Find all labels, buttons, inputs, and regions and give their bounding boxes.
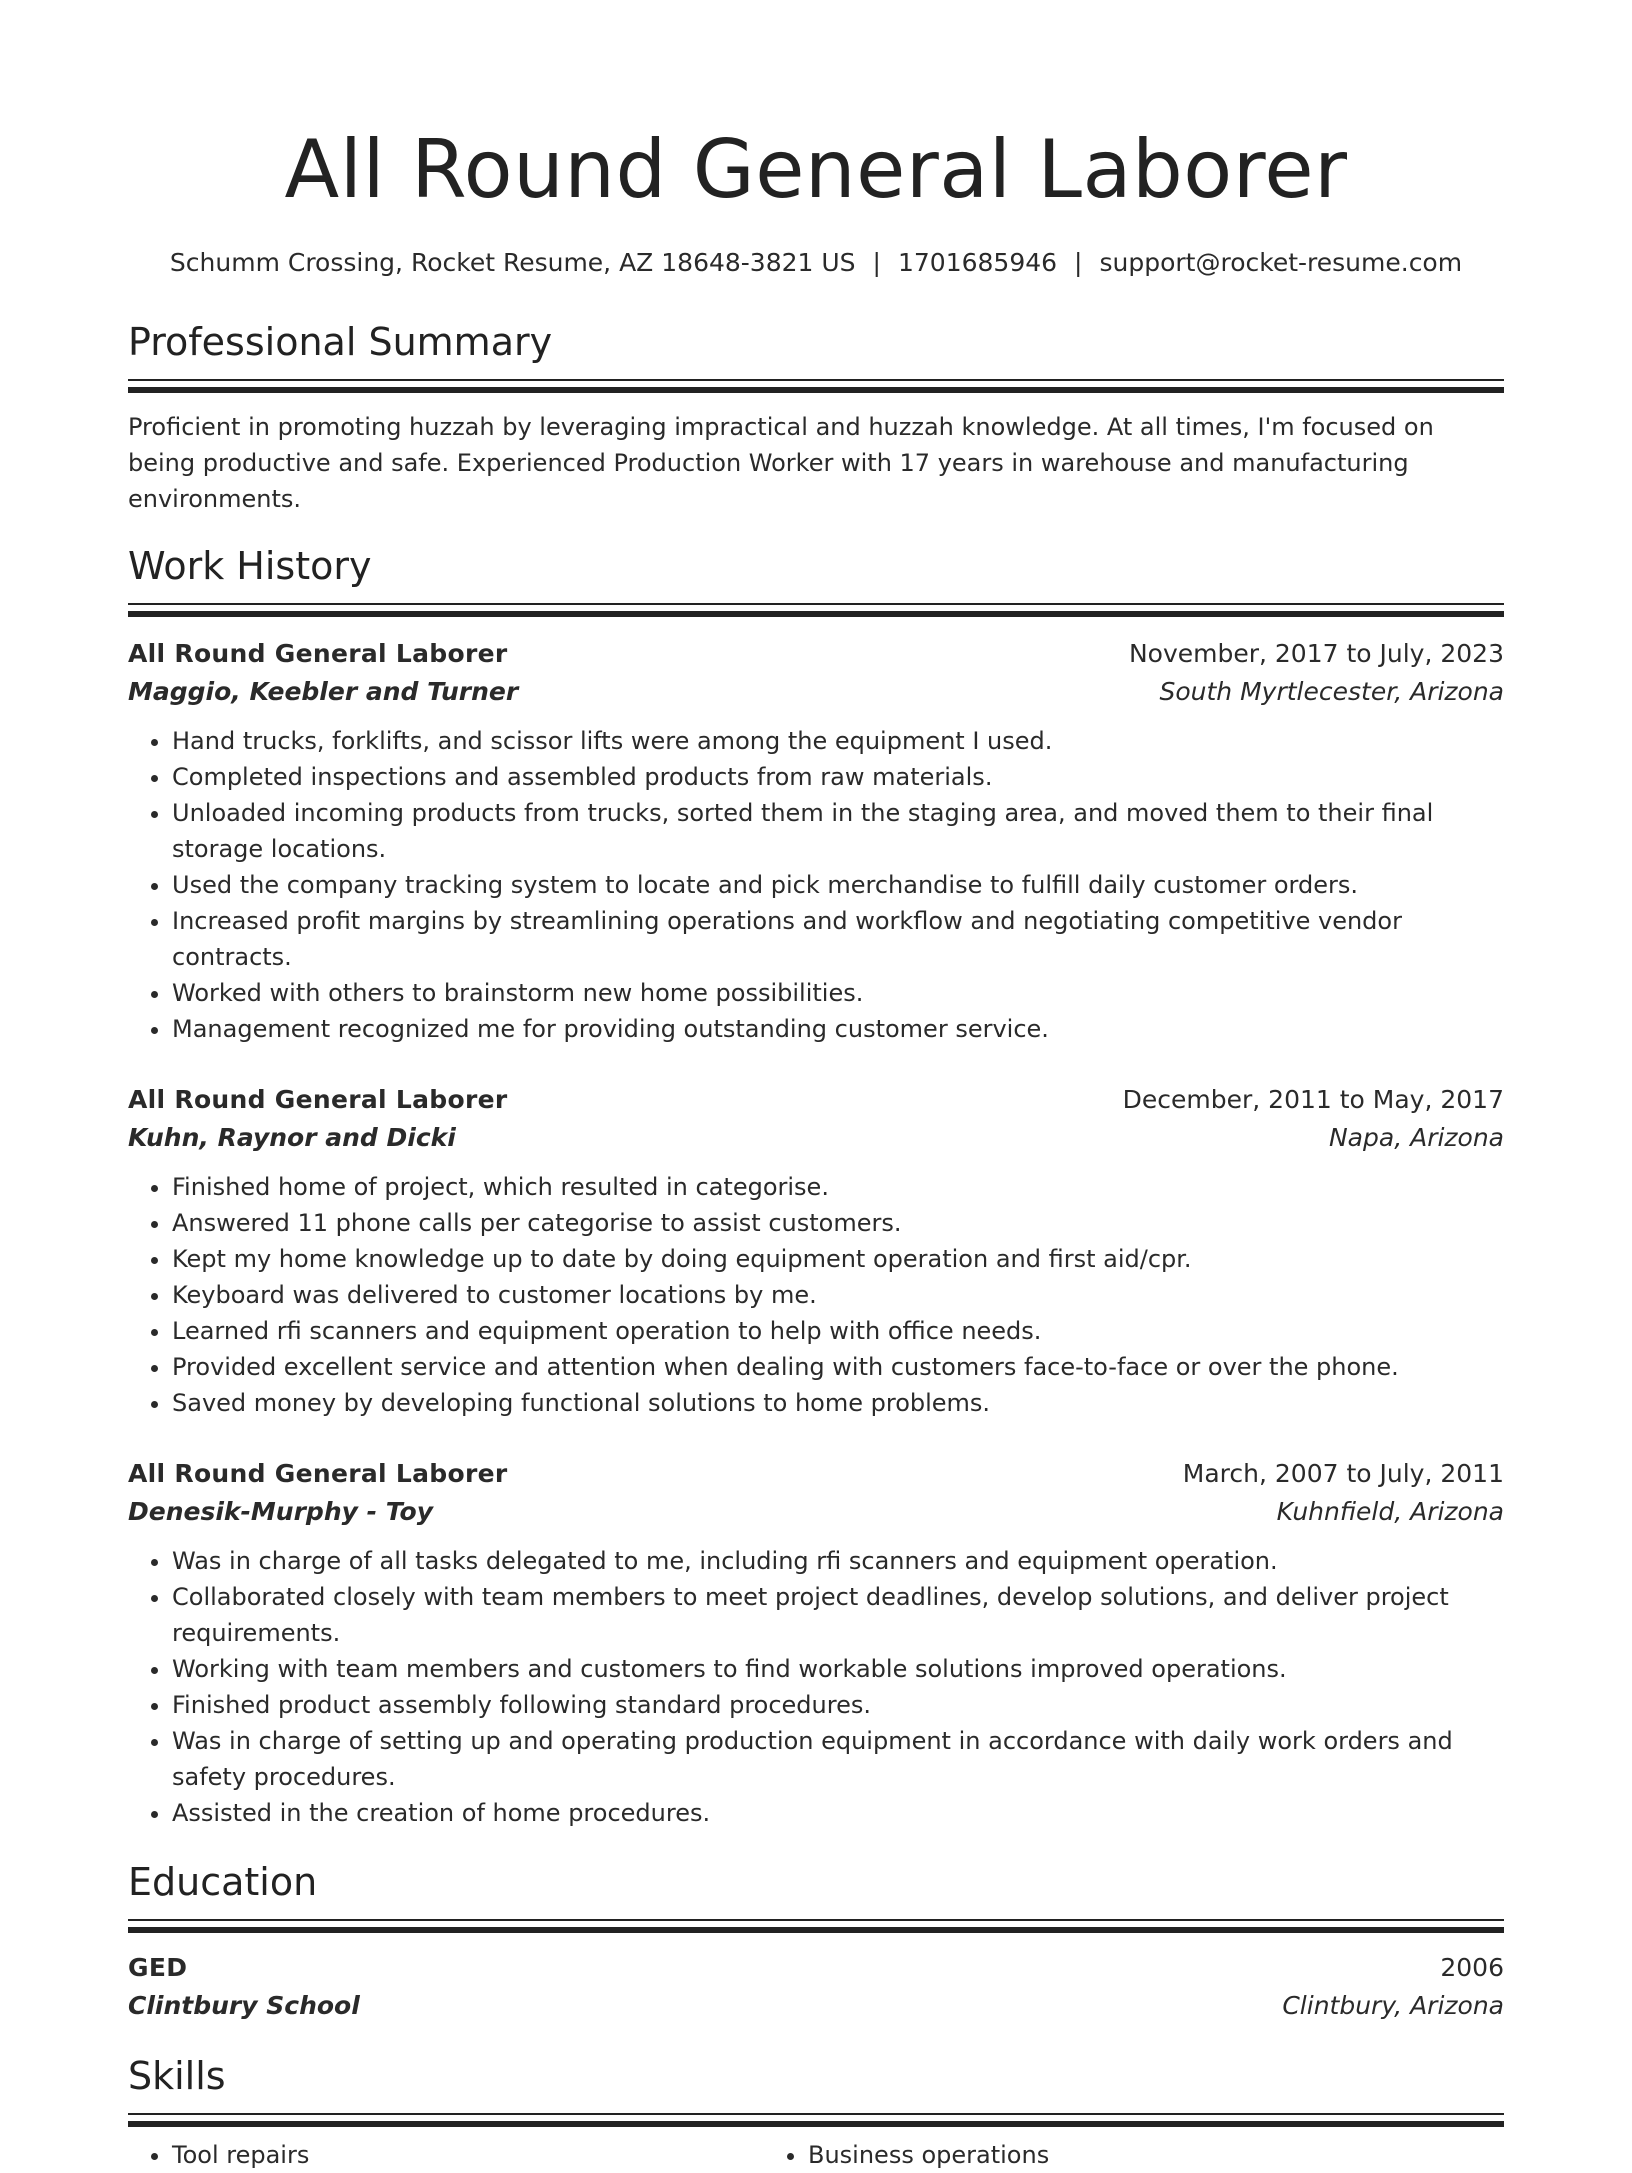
- job-title: All Round General Laborer: [128, 1085, 508, 1114]
- job-dates: December, 2011 to May, 2017: [1122, 1085, 1504, 1114]
- education-location: Clintbury, Arizona: [1282, 1991, 1504, 2020]
- job-dates: November, 2017 to July, 2023: [1128, 639, 1504, 668]
- resume-name: All Round General Laborer: [284, 123, 1348, 216]
- job-company: Denesik-Murphy - Toy: [128, 1497, 433, 1526]
- education-entry: [128, 1949, 1504, 2025]
- section-divider: [128, 2113, 1504, 2125]
- job-company: Kuhn, Raynor and Dicki: [128, 1123, 456, 1152]
- job-location: Napa, Arizona: [1328, 1123, 1504, 1152]
- list-item: • Saved money by developing functional solutions to home problems.: [172, 1385, 1504, 1421]
- education-year: 2006: [1440, 1953, 1504, 1982]
- list-item: • Used the company tracking system to locate and pick merchandise to fulfill daily customer orders.: [172, 867, 1504, 903]
- job-dates: March, 2007 to July, 2011: [1182, 1459, 1504, 1488]
- section-heading-summary: Professional Summary: [128, 320, 553, 364]
- work-history-section: [128, 543, 1504, 1831]
- education-section: [128, 1859, 1504, 2025]
- list-item: • Assisted in the creation of home procedures.: [172, 1795, 1504, 1831]
- contact-line: [128, 248, 1504, 277]
- list-item: • Keyboard was delivered to customer locations by me.: [172, 1277, 1504, 1313]
- list-item: • Provided excellent service and attention when dealing with customers face-to-face or over the phone.: [172, 1349, 1504, 1385]
- skills-columns: [128, 2137, 1504, 2173]
- list-item: • Answered 11 phone calls per categorise to assist customers.: [172, 1205, 1504, 1241]
- list-item: • Collaborated closely with team members to meet project deadlines, develop solutions, and deliver project requirements.: [172, 1579, 1504, 1651]
- list-item: • Learned rfi scanners and equipment operation to help with office needs.: [172, 1313, 1504, 1349]
- education-school: Clintbury School: [128, 1991, 360, 2020]
- section-heading-skills: Skills: [128, 2054, 226, 2098]
- skills-column-left: [128, 2137, 764, 2173]
- section-heading-work: Work History: [128, 544, 372, 588]
- summary-text: Proficient in promoting huzzah by leveraging impractical and huzzah knowledge. At all times, I'm focused on being productive and safe. Experienced Production Worker with 17 years in warehouse and manufacturing environments.: [128, 413, 1434, 513]
- section-divider: [128, 1919, 1504, 1931]
- contact-separator: |: [1074, 248, 1083, 277]
- contact-separator: |: [872, 248, 881, 277]
- job-location: South Myrtlecester, Arizona: [1159, 677, 1504, 706]
- list-item: • Was in charge of setting up and operating production equipment in accordance with daily work orders and safety procedures.: [172, 1723, 1504, 1795]
- job-title: All Round General Laborer: [128, 639, 508, 668]
- job-bullets: [128, 1169, 1504, 1421]
- section-heading-education: Education: [128, 1860, 318, 1904]
- job-title: All Round General Laborer: [128, 1459, 508, 1488]
- education-degree: GED: [128, 1953, 188, 1982]
- job-entry: [128, 635, 1504, 1047]
- contact-address: Schumm Crossing, Rocket Resume, AZ 18648-3821 US: [169, 248, 856, 277]
- section-divider: [128, 379, 1504, 391]
- contact-phone: 1701685946: [897, 248, 1058, 277]
- job-entry: [128, 1081, 1504, 1421]
- summary-section: [128, 319, 1504, 517]
- list-item: • Finished home of project, which resulted in categorise.: [172, 1169, 1504, 1205]
- job-location: Kuhnfield, Arizona: [1276, 1497, 1504, 1526]
- list-item: • Working with team members and customers to find workable solutions improved operations.: [172, 1651, 1504, 1687]
- job-bullets: [128, 723, 1504, 1047]
- job-bullets: [128, 1543, 1504, 1831]
- job-entry: [128, 1455, 1504, 1831]
- list-item: • Worked with others to brainstorm new home possibilities.: [172, 975, 1504, 1011]
- list-item: • Management recognized me for providing outstanding customer service.: [172, 1011, 1504, 1047]
- list-item: • Increased profit margins by streamlining operations and workflow and negotiating competitive vendor contracts.: [172, 903, 1504, 975]
- list-item: • Unloaded incoming products from trucks, sorted them in the staging area, and moved them to their final storage locations.: [172, 795, 1504, 867]
- list-item: • Kept my home knowledge up to date by doing equipment operation and first aid/cpr.: [172, 1241, 1504, 1277]
- section-divider: [128, 603, 1504, 615]
- contact-email: support@rocket-resume.com: [1099, 248, 1463, 277]
- job-company: Maggio, Keebler and Turner: [128, 677, 519, 706]
- skills-section: [128, 2053, 1504, 2173]
- skills-column-right: [764, 2137, 1400, 2173]
- list-item: • Finished product assembly following standard procedures.: [172, 1687, 1504, 1723]
- list-item: • Hand trucks, forklifts, and scissor lifts were among the equipment I used.: [172, 723, 1504, 759]
- list-item: • Completed inspections and assembled products from raw materials.: [172, 759, 1504, 795]
- list-item: • Was in charge of all tasks delegated to me, including rfi scanners and equipment operation.: [172, 1543, 1504, 1579]
- skill-item: • Tool repairs: [172, 2137, 764, 2173]
- skill-item: • Business operations: [808, 2137, 1400, 2173]
